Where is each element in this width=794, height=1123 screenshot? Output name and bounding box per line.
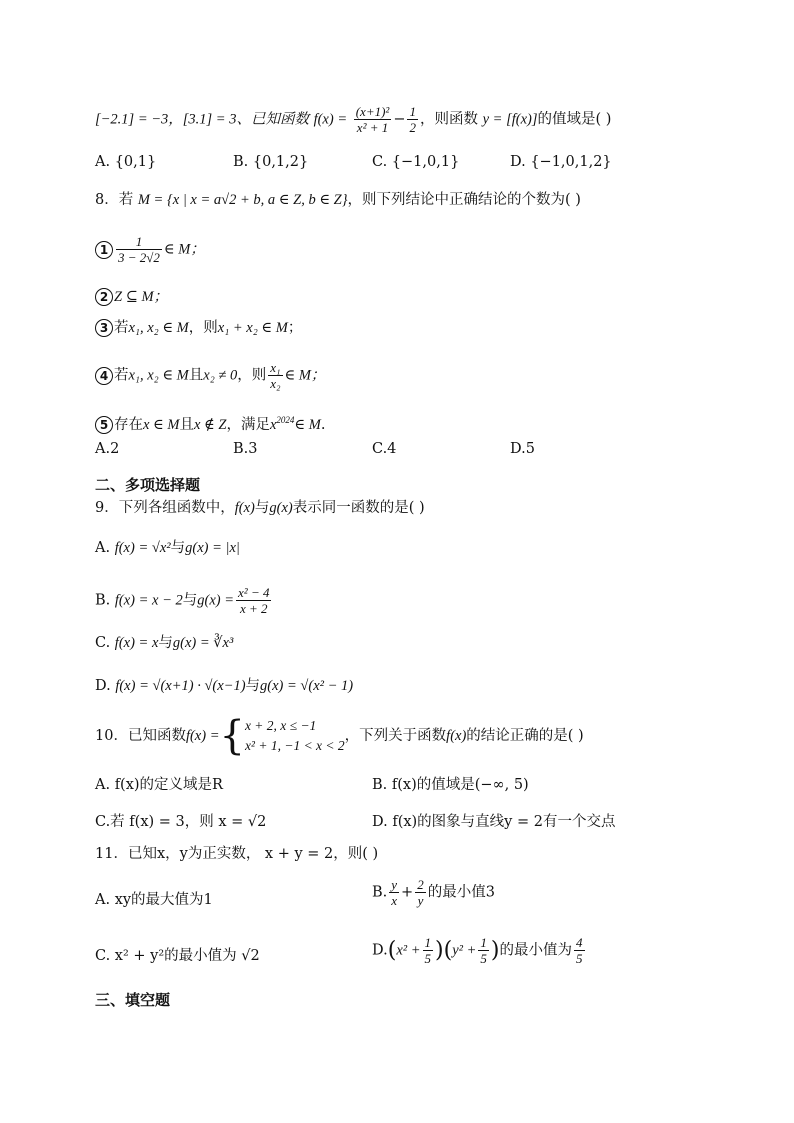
section-2-heading: 二、多项选择题	[95, 476, 201, 494]
q11-b-plus: +	[401, 884, 414, 901]
q8-item4-den: x₂	[270, 376, 281, 391]
q10-cases	[245, 716, 345, 756]
q8-item5-m1: x ∈ M	[143, 416, 180, 433]
q11-d-frac2	[478, 935, 489, 966]
q10-case-1: x + 2, x ≤ −1	[244, 718, 317, 733]
q7-stem-a: [−2.1] = −3，[3.1] = 3、已知函数	[95, 111, 309, 128]
q11-d-expr2: y² +	[452, 942, 477, 959]
q8-item-4	[95, 360, 734, 391]
q11-option-b	[372, 877, 495, 908]
q11-d-paren-close-1: )	[435, 938, 444, 963]
q10-option-c: C.若 f(x) = 3，则 x = √2	[95, 814, 267, 830]
q8-item-5	[95, 410, 734, 435]
q11-b-frac1	[389, 877, 399, 908]
q10-option-a: A. f(x)的定义域是R	[95, 777, 223, 793]
q7-half-num: 1	[409, 104, 416, 119]
section-3-heading: 三、填空题	[95, 991, 171, 1009]
q8-item3-m2: x₁ + x₂ ∈ M	[217, 320, 288, 336]
q9-with: 与	[254, 500, 270, 516]
q9-a-g: g(x) = |x|	[185, 540, 240, 556]
q7-fx: f(x) =	[313, 111, 348, 128]
q8-item1-frac	[116, 234, 162, 265]
q9-b-f: f(x) = x − 2	[114, 592, 183, 609]
q8-item3-b: ，则	[188, 320, 218, 336]
q8-item2-text: Z ⊆ M；	[114, 289, 169, 305]
q9-fx: f(x)	[234, 500, 255, 516]
q9-option-b	[95, 585, 734, 616]
q7-option-a: A. {0,1}	[95, 154, 157, 170]
q9-a-with: 与	[170, 540, 186, 556]
q8-item4-frac	[268, 360, 282, 391]
q8-stem	[95, 190, 734, 210]
q9-c-g: g(x) = ∛x³	[172, 635, 234, 651]
q9-b-den: x + 2	[239, 601, 268, 616]
q9-b-frac	[236, 585, 271, 616]
circled-number-4: 4	[95, 367, 113, 385]
q7-stem-c: 的值域是( )	[537, 111, 612, 128]
circled-number-2: 2	[95, 288, 113, 306]
q8-item4-c: ，则	[237, 367, 267, 384]
q11-d-n1: 1	[424, 935, 432, 950]
q8-item-1	[95, 234, 734, 265]
q8-item4-a: 若	[114, 367, 129, 384]
q7-option-d: D. {−1,0,1,2}	[510, 154, 612, 170]
q9-b-label: B.	[95, 592, 111, 609]
q9-option-a	[95, 538, 734, 558]
q9-stem-b: 表示同一函数的是( )	[292, 500, 425, 516]
q7-half	[407, 104, 418, 135]
q11-d-paren-open-1: (	[387, 938, 397, 963]
q11-d-d1: 5	[424, 951, 432, 966]
q8-item4-m2: x₂ ≠ 0	[203, 367, 238, 384]
q11-d-frac3	[574, 935, 585, 966]
q11-b-d1: x	[391, 893, 398, 908]
q10-option-b: B. f(x)的值域是(−∞, 5)	[372, 777, 529, 793]
q11-b-n1: y	[391, 877, 398, 892]
q11-d-n2: 1	[480, 935, 487, 950]
q8-item4-tail: ∈ M；	[284, 367, 326, 384]
q7-option-c: C. {−1,0,1}	[372, 154, 460, 170]
q11-option-d	[372, 935, 587, 966]
q9-gx: g(x)	[269, 500, 293, 516]
q11-d-expr1: x² +	[396, 942, 421, 959]
q7-frac-num: (x+1)²	[355, 104, 390, 119]
q8-item4-b: 且	[188, 367, 204, 384]
q11-b-d2: y	[417, 893, 424, 908]
q8-stem-a: 8．若	[95, 192, 134, 208]
q8-item5-d: .	[320, 416, 326, 433]
q8-item-3	[95, 318, 734, 338]
q8-set-expr: M = {x | x = a√2 + b, a ∈ Z, b ∈ Z}	[137, 192, 348, 208]
q10-stem-a: 10．已知函数	[95, 728, 186, 744]
q10-stem-c: 的结论正确的是( )	[466, 728, 584, 744]
q11-d-paren-close-2: )	[490, 938, 500, 963]
q9-option-d	[95, 676, 734, 696]
q8-item1-num: 1	[116, 234, 162, 250]
q8-item3-c: ；	[287, 320, 303, 336]
q8-item5-m2: x ∉ Z	[194, 416, 227, 433]
q9-b-with: 与	[182, 592, 198, 609]
q11-b-frac2	[415, 877, 426, 908]
q9-c-with: 与	[158, 635, 173, 651]
q9-d-with: 与	[245, 678, 261, 694]
q11-option-c: C. x² + y²的最小值为 √2	[95, 948, 260, 964]
q10-brace: {	[219, 713, 245, 759]
q10-stem-b: ，下列关于函数	[344, 728, 447, 744]
q8-option-b: B.3	[233, 441, 258, 457]
q7-y-expr: y = [f(x)]	[482, 111, 538, 128]
q8-item-2	[95, 287, 734, 307]
q9-d-g: g(x) = √(x² − 1)	[260, 678, 354, 694]
q10-option-d: D. f(x)的图象与直线y = 2有一个交点	[372, 814, 616, 830]
q11-d-label: D.	[372, 942, 388, 959]
q9-a-f: f(x) = √x²	[114, 540, 171, 556]
q10-fx2: f(x)	[446, 728, 467, 744]
q9-b-g: g(x) =	[197, 592, 235, 609]
circled-number-3: 3	[95, 319, 113, 337]
q9-b-num: x² − 4	[238, 585, 270, 600]
q7-stem-b: ，则函数	[419, 111, 478, 128]
q8-item4-num: x₁	[270, 360, 281, 375]
q8-stem-b: ，则下列结论中正确结论的个数为( )	[347, 192, 581, 208]
q8-item5-c: ，满足	[226, 416, 270, 433]
q8-item5-m3: x	[269, 416, 277, 433]
q11-d-tail: 的最小值为	[499, 942, 572, 959]
q11-b-label: B.	[372, 884, 388, 901]
q10-fx: f(x) =	[185, 728, 220, 744]
q11-option-a: A. xy的最大值为1	[95, 892, 213, 908]
q11-stem: 11．已知x，y为正实数， x + y = 2，则( )	[95, 846, 379, 862]
q9-c-f: f(x) = x	[114, 635, 159, 651]
q8-item1-tail: ∈ M；	[163, 241, 205, 258]
q10-stem	[95, 714, 734, 758]
q9-option-c	[95, 633, 734, 653]
q8-item1-den: 3 − 2√2	[118, 250, 160, 265]
q11-d-n3: 4	[576, 935, 583, 950]
q7-frac-den: x² + 1	[356, 120, 389, 135]
q7-stem	[95, 104, 734, 135]
q9-stem-a: 9．下列各组函数中，	[95, 500, 235, 516]
q7-half-den: 2	[409, 120, 416, 135]
q8-item3-m1: x₁, x₂ ∈ M	[128, 320, 189, 336]
q7-fraction	[354, 104, 392, 135]
q10-case-2: x² + 1, −1 < x < 2	[244, 738, 345, 753]
circled-number-1: 1	[95, 241, 113, 259]
q9-a-label: A.	[95, 540, 111, 556]
q11-d-paren-open-2: (	[443, 938, 453, 963]
q11-d-d3: 5	[576, 951, 583, 966]
q9-stem	[95, 498, 734, 518]
q8-item5-m4: ∈ M	[294, 416, 321, 433]
q11-b-tail: 的最小值3	[427, 884, 495, 901]
q8-option-c: C.4	[372, 441, 397, 457]
q8-item5-a: 存在	[114, 416, 143, 433]
q8-item5-sup: 2024	[276, 415, 295, 425]
q8-item4-m1: x₁, x₂ ∈ M	[128, 367, 189, 384]
q9-c-label: C.	[95, 635, 111, 651]
q11-d-d2: 5	[480, 951, 487, 966]
q11-d-frac1	[423, 935, 434, 966]
q8-option-a: A.2	[95, 441, 120, 457]
q11-b-n2: 2	[417, 877, 424, 892]
q9-d-f: f(x) = √(x+1) · √(x−1)	[115, 678, 246, 694]
q7-option-b: B. {0,1,2}	[233, 154, 309, 170]
q8-item5-b: 且	[179, 416, 194, 433]
circled-number-5: 5	[95, 416, 113, 434]
q8-item3-a: 若	[114, 320, 129, 336]
q8-option-d: D.5	[510, 441, 535, 457]
q9-d-label: D.	[95, 678, 111, 694]
q7-minus: −	[393, 111, 406, 128]
